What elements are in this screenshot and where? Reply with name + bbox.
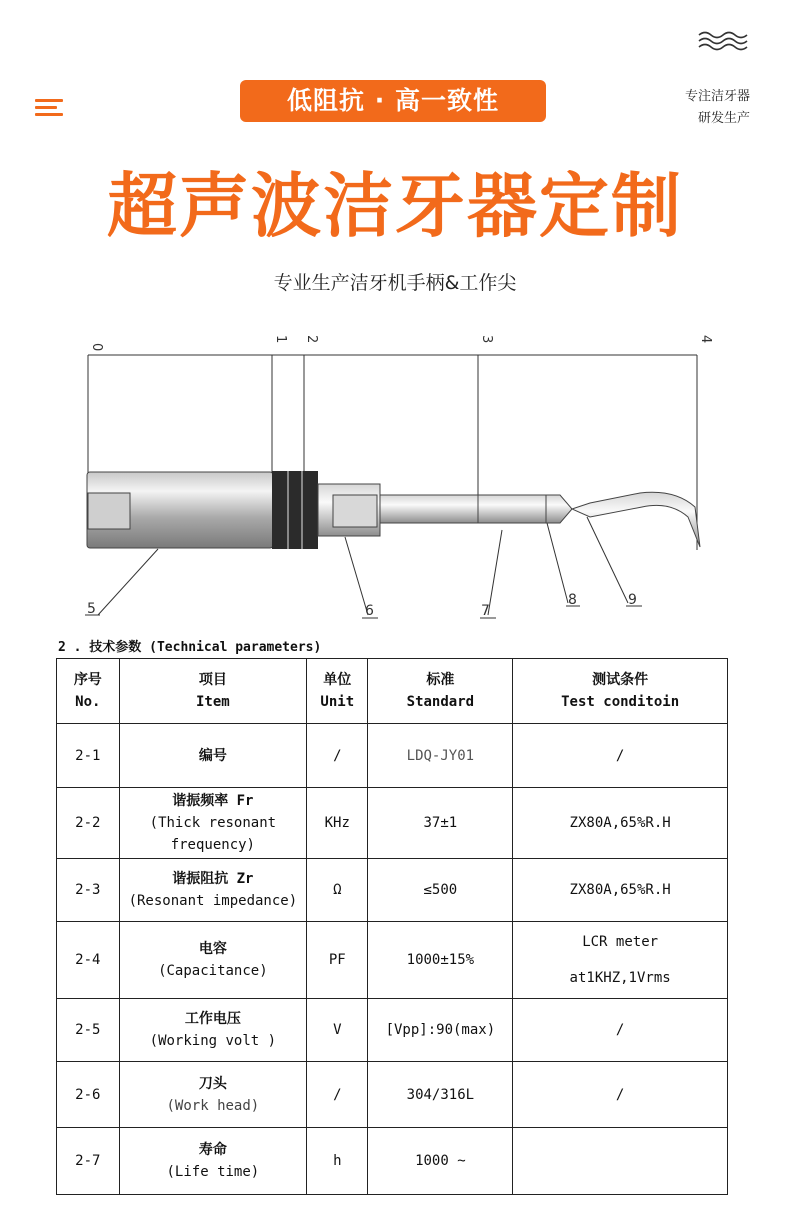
cell-unit: V [307, 999, 368, 1062]
table-row [57, 859, 728, 922]
feature-badge: 低阻抗 · 高一致性 [240, 80, 546, 122]
item-line: (Life time) [166, 1164, 260, 1180]
table-row [57, 788, 728, 859]
tagline [685, 86, 750, 130]
dimension-label: 4 [698, 335, 713, 344]
item-line: (Thick resonant [149, 815, 277, 831]
cell-unit: h [307, 1128, 368, 1195]
callout-label: 7 [481, 603, 490, 619]
page-title: 超声波洁牙器定制 [107, 165, 683, 247]
header-cn: 标准 [426, 672, 455, 688]
header-cell [307, 659, 368, 724]
item-line: 工作电压 [184, 1011, 241, 1027]
cell-test: / [513, 999, 728, 1062]
cell-test: / [513, 724, 728, 788]
header-cn: 序号 [73, 672, 102, 688]
cell-no: 2-6 [57, 1062, 120, 1128]
cell-standard: [Vpp]:90(max) [368, 999, 513, 1062]
cell-no: 2-3 [57, 859, 120, 922]
item-line: (Work head) [166, 1097, 260, 1114]
table-row [57, 999, 728, 1062]
header-cn: 项目 [198, 672, 227, 688]
item-line: 谐振频率 Fr [172, 793, 254, 809]
table-row [57, 922, 728, 999]
cell-standard: 304/316L [368, 1062, 513, 1128]
header-cell [513, 659, 728, 724]
cell-standard: LDQ-JY01 [368, 724, 513, 788]
cell-no: 2-2 [57, 788, 120, 859]
cell-item [119, 724, 306, 788]
tagline-line: 专注洁牙器 [684, 89, 750, 104]
item-line: (Working volt ) [149, 1033, 277, 1049]
item-line: 编号 [198, 747, 227, 764]
header-en: Item [196, 694, 230, 710]
cell-test [513, 1128, 728, 1195]
page-subtitle: 专业生产洁牙机手柄&工作尖 [273, 272, 517, 294]
callout-label: 6 [365, 603, 374, 619]
table-row [57, 1062, 728, 1128]
handpiece-drawing [60, 325, 750, 625]
header-cell [119, 659, 306, 724]
cell-unit: / [307, 724, 368, 788]
item-line: (Resonant impedance) [128, 893, 298, 909]
cell-unit: Ω [307, 859, 368, 922]
header-cn: 测试条件 [592, 672, 649, 688]
cell-test: / [513, 1062, 728, 1128]
wave-icon [698, 30, 750, 52]
table-row [57, 724, 728, 788]
callout-label: 9 [628, 592, 637, 608]
dimension-label: 0 [89, 343, 104, 352]
cell-item [119, 859, 306, 922]
menu-icon[interactable] [35, 99, 63, 117]
cell-standard: 1000±15% [368, 922, 513, 999]
tagline-line: 研发生产 [697, 111, 750, 126]
cell-no: 2-1 [57, 724, 120, 788]
cell-item [119, 788, 306, 859]
cell-item [119, 922, 306, 999]
parameters-table [56, 658, 728, 1195]
header-en: No. [75, 694, 101, 710]
table-row [57, 1128, 728, 1195]
item-line: frequency) [170, 837, 255, 853]
header-en: Standard [406, 694, 475, 710]
cell-unit: / [307, 1062, 368, 1128]
section-title: 2 . 技术参数 (Technical parameters) [58, 640, 322, 655]
cell-item [119, 1062, 306, 1128]
cell-no: 2-7 [57, 1128, 120, 1195]
cell-test [513, 922, 728, 999]
cell-unit: KHz [307, 788, 368, 859]
dimension-label: 2 [304, 335, 319, 344]
header-cn: 单位 [323, 672, 352, 688]
cell-no: 2-4 [57, 922, 120, 999]
header-cell [57, 659, 120, 724]
item-line: (Capacitance) [158, 963, 268, 979]
header-en: Unit [320, 694, 355, 710]
item-line: 谐振阻抗 Zr [172, 871, 254, 887]
header-cell [368, 659, 513, 724]
cell-standard: 1000 ~ [368, 1128, 513, 1195]
item-line: 刀头 [198, 1075, 227, 1092]
cell-standard: 37±1 [368, 788, 513, 859]
cell-standard: ≤500 [368, 859, 513, 922]
callout-label: 8 [568, 592, 577, 608]
callout-label: 5 [87, 601, 96, 617]
item-line: 电容 [198, 941, 227, 957]
cell-unit: PF [307, 922, 368, 999]
dimension-label: 1 [273, 335, 288, 344]
header-en: Test conditoin [561, 694, 680, 710]
test-line: at1KHZ,1Vrms [569, 970, 671, 986]
cell-item [119, 999, 306, 1062]
dimension-label: 3 [479, 335, 494, 344]
cell-test: ZX80A,65%R.H [513, 859, 728, 922]
table-header-row [57, 659, 728, 724]
cell-test: ZX80A,65%R.H [513, 788, 728, 859]
item-line: 寿命 [198, 1142, 227, 1158]
cell-no: 2-5 [57, 999, 120, 1062]
test-line: LCR meter [582, 934, 659, 950]
cell-item [119, 1128, 306, 1195]
